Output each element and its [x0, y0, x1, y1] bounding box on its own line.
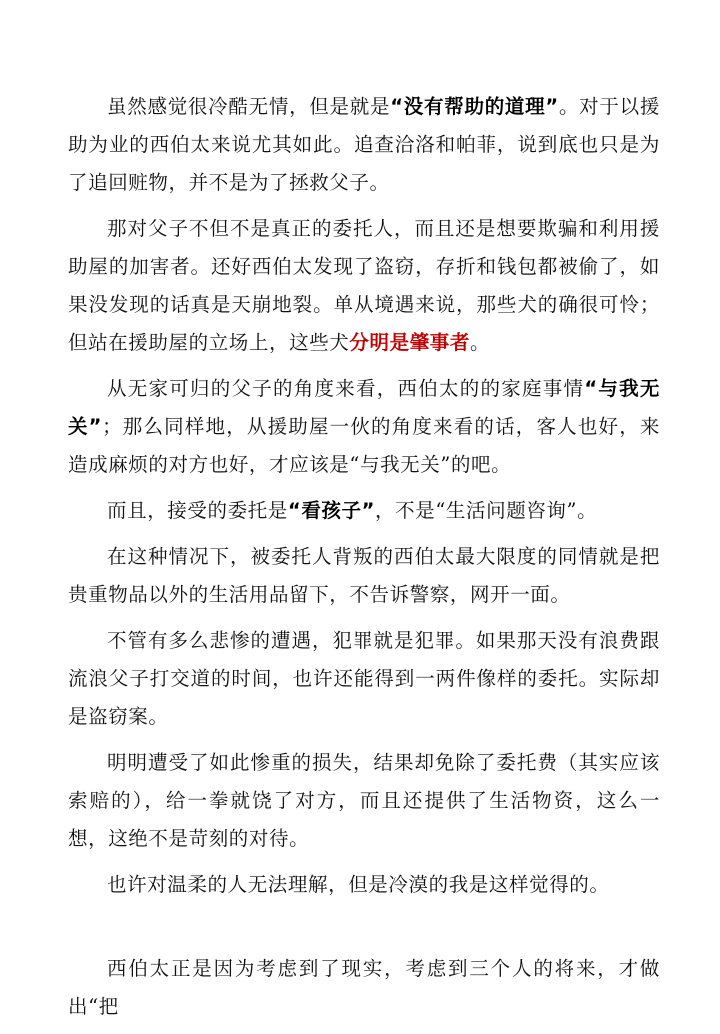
body-text — [68, 88, 660, 1034]
paragraph-3 — [68, 370, 660, 484]
red-emphasis-culprit: 分明是肇事者 — [349, 331, 471, 354]
text-run: 那对父子不但不是真正的委托人，而且还是想要欺骗和利用援助屋的加害者。还好西伯太发现了盗窃，存折和钱包都被偷了，如果没发现的话真是天崩地裂。单从境遇来说，那些犬的确很可怜；但站在援助屋的立场上，这些犬 — [68, 217, 660, 354]
text-run: 。 — [470, 331, 491, 354]
text-run: ，不是“生活问题咨询”。 — [375, 499, 598, 522]
text-run: 。对于以援助为业的西伯太来说尤其如此。追查洽洛和帕菲，说到底也只是为了追回赃物，并不是为了拯救父子。 — [68, 95, 660, 194]
bold-quote-babysitting: “看孩子” — [287, 499, 376, 522]
text-run: 从无家可归的父子的角度来看，西伯太的的家庭事情 — [107, 377, 585, 400]
bold-quote-none-of-my-business: “与我无关” — [68, 377, 660, 438]
paragraph-9: 西伯太正是因为考虑到了现实，考虑到三个人的将来，才做出“把 — [68, 957, 660, 1018]
text-run: ；那么同样地，从援助屋一伙的角度来看的话，客人也好，来造成麻烦的对方也好，才应该是“与我无关”的吧。 — [68, 415, 660, 476]
text-run: 虽然感觉很冷酷无情，但是就是 — [107, 95, 391, 118]
paragraph-4 — [68, 492, 660, 530]
paragraph-7: 明明遭受了如此惨重的损失，结果却免除了委托费（其实应该索赔的），给一拳就饶了对方，而且还提供了生活物资，这么一想，这绝不是苛刻的对待。 — [68, 751, 660, 850]
paragraph-5: 在这种情况下，被委托人背叛的西伯太最大限度的同情就是把贵重物品以外的生活用品留下，不告诉警察，网开一面。 — [68, 545, 660, 606]
paragraph-6: 不管有多么悲惨的遭遇，犯罪就是犯罪。如果那天没有浪费跟流浪父子打交道的时间，也许还能得到一两件像样的委托。实际却是盗窃案。 — [68, 629, 660, 728]
paragraph-2 — [68, 210, 660, 362]
bold-quote-no-reason-to-help: “没有帮助的道理” — [390, 95, 559, 118]
paragraph-8: 也许对温柔的人无法理解，但是冷漠的我是这样觉得的。 — [107, 873, 610, 896]
paragraph-1 — [68, 88, 660, 202]
text-run: 而且，接受的委托是 — [107, 499, 288, 522]
